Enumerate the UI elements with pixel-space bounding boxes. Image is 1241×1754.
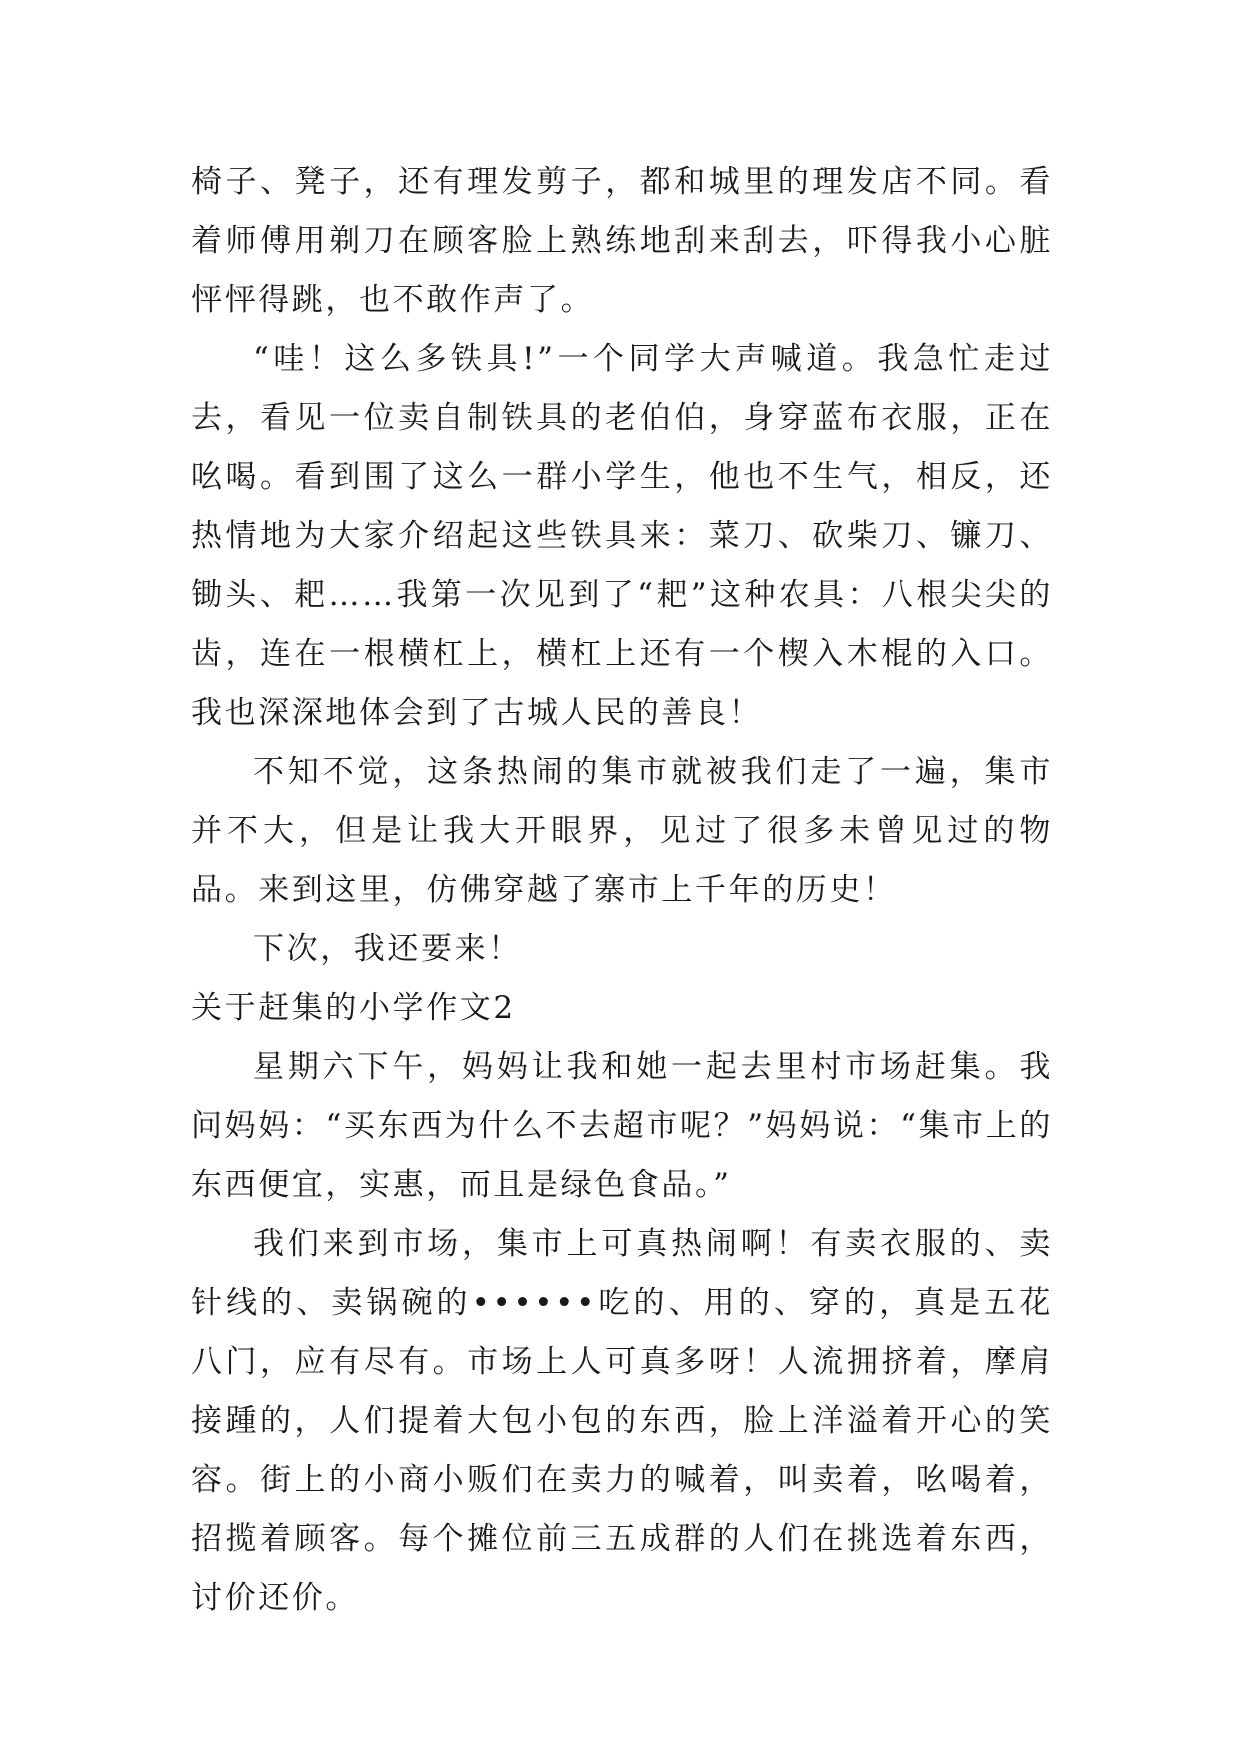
paragraph-saturday: 星期六下午，妈妈让我和她一起去里村市场赶集。我问妈妈：“买东西为什么不去超市呢？”妈妈说：“集市上的东西便宜，实惠，而且是绿色食品。” <box>191 1049 1053 1203</box>
section-title: 关于赶集的小学作文2 <box>191 990 516 1026</box>
document-body <box>191 153 1053 1628</box>
paragraph-next-time: 下次，我还要来！ <box>253 931 522 967</box>
paragraph-continued: 椅子、凳子，还有理发剪子，都和城里的理发店不同。看着师傅用剃刀在顾客脸上熟练地刮来刮去，吓得我小心脏怦怦得跳，也不敢作声了。 <box>191 164 1053 318</box>
paragraph-busy-market: 我们来到市场，集市上可真热闹啊！有卖衣服的、卖针线的、卖锅碗的••••••吃的、用的、穿的，真是五花八门，应有尽有。市场上人可真多呀！人流拥挤着，摩肩接踵的，人们提着大包小包的东西，脸上洋溢着开心的笑容。街上的小商小贩们在卖力的喊着，叫卖着，吆喝着，招揽着顾客。每个摊位前三五成群的人们在挑选着东西，讨价还价。 <box>191 1226 1053 1616</box>
paragraph-market-walk: 不知不觉，这条热闹的集市就被我们走了一遍，集市并不大，但是让我大开眼界，见过了很多未曾见过的物品。来到这里，仿佛穿越了寨市上千年的历史！ <box>191 754 1053 908</box>
paragraph-iron-tools: “哇！这么多铁具!”一个同学大声喊道。我急忙走过去，看见一位卖自制铁具的老伯伯，身穿蓝布衣服，正在吆喝。看到围了这么一群小学生，他也不生气，相反，还热情地为大家介绍起这些铁具来：菜刀、砍柴刀、镰刀、锄头、耙……我第一次见到了“耙”这种农具：八根尖尖的齿，连在一根横杠上，横杠上还有一个楔入木棍的入口。我也深深地体会到了古城人民的善良！ <box>191 341 1053 731</box>
